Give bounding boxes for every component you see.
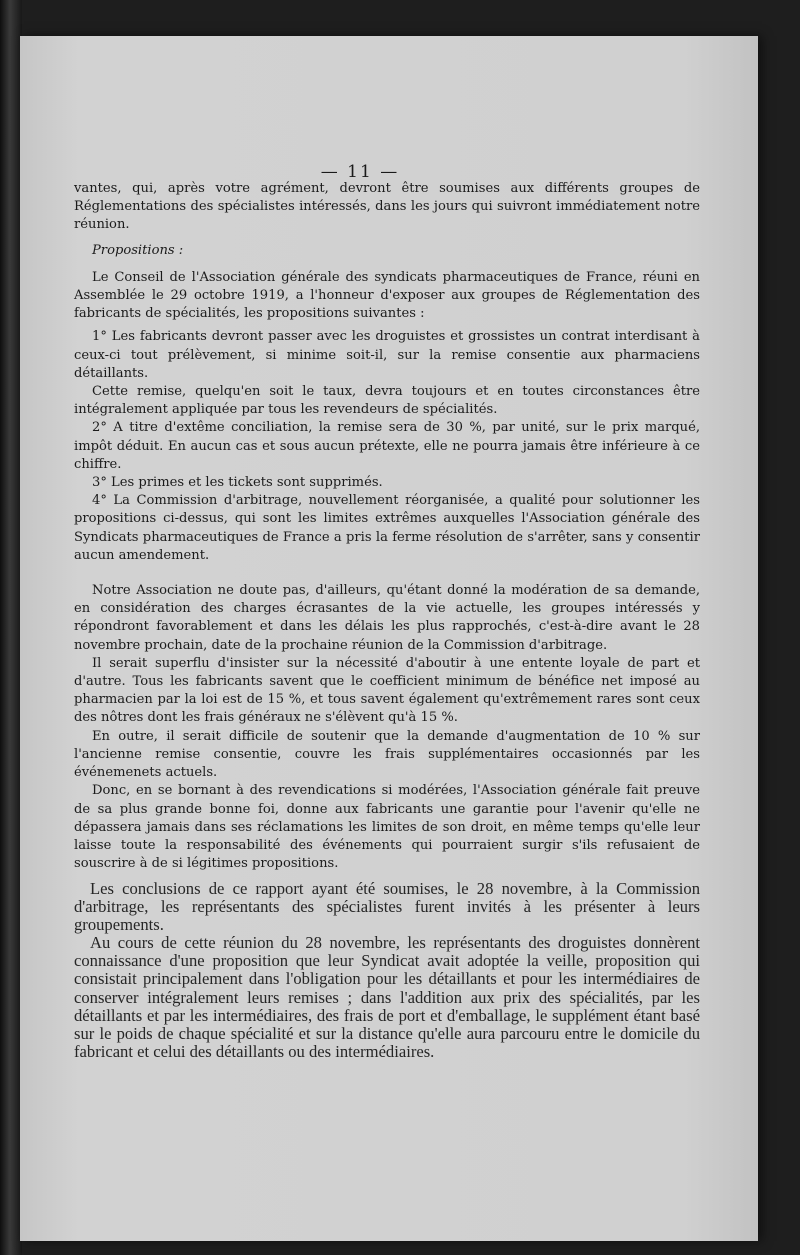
book-spine	[0, 0, 22, 1255]
argument-paragraph-4: Donc, en se bornant à des revendications si modérées, l'Association générale fait preuve de sa plus grande bonne foi, donne aux fabricants une garantie pour l'avenir qu'elle ne dépassera jamais dans ses réclamations les limites de son droit, en même temps qu'elle leur laisse toute la responsabilité des événements qui pourraient surgir s'ils refusaient de souscrire à de si légitimes propositions.	[74, 783, 700, 872]
conclusion-paragraph-1: Les conclusions de ce rapport ayant été soumises, le 28 novembre, à la Commission d'arbitrage, les représentants des spécialistes furent invités à les présenter à leurs groupements.	[74, 879, 700, 935]
argument-paragraph-3: En outre, il serait difficile de soutenir que la demande d'augmentation de 10 % sur l'ancienne remise consentie, couvre les frais supplémentaires occasionnés par les événemenets actuels.	[74, 728, 700, 781]
proposition-item-1-note: Cette remise, quelqu'en soit le taux, devra toujours et en toutes circonstances être intégralement appliquée par tous les revendeurs de spécialités.	[74, 384, 700, 418]
propositions-lead: Le Conseil de l'Association générale des syndicats pharmaceutiques de France, réuni en Assemblée le 29 octobre 1919, a l'honneur d'exposer aux groupes de Réglementation des fabricants de spécialités, les propositions suivantes :	[74, 269, 700, 322]
propositions-heading: Propositions :	[92, 242, 184, 258]
proposition-item-2: 2° A titre d'extême conciliation, la remise sera de 30 %, par unité, sur le prix marqué, impôt déduit. En aucun cas et sous aucun prétexte, elle ne pourra jamais être inférieure à ce chiffre.	[74, 420, 700, 472]
conclusion-body	[74, 880, 700, 1061]
proposition-item-4: 4° La Commission d'arbitrage, nouvellement réorganisée, a qualité pour solutionner les propositions ci-dessus, qui sont les limites extrêmes auxquelles l'Association générale des Syndicats pharmaceutiques de France a pris la ferme résolution de s'arrêter, sans y consentir aucun amendement.	[74, 493, 700, 563]
conclusion-paragraph-2: Au cours de cette réunion du 28 novembre, les représentants des droguistes donnèrent connaissance d'une proposition que leur Syndicat avait adoptée la veille, proposition qui consistait principalement dans l'obligation pour les détaillants et pour les intermédiaires de conserver intégralement leurs remises ; dans l'addition aux prix des spécialités, par les détaillants et par les intermédiaires, des frais de port et d'emballage, le supplément étant basé sur le poids de chaque spécialité et sur la distance qu'elle aura parcouru entre le domicile du fabricant et celui des détaillants ou des intermédiaires.	[74, 933, 700, 1061]
proposition-item-1: 1° Les fabricants devront passer avec les droguistes et grossistes un contrat interdisant à ceux-ci tout prélèvement, si minime soit-il, sur la remise consentie aux pharmaciens détaillants.	[74, 329, 700, 381]
document-page	[20, 36, 758, 1241]
page-number: — 11 —	[320, 162, 400, 182]
argument-paragraph-1: Notre Association ne doute pas, d'ailleurs, qu'étant donné la modération de sa demande, en considération des charges écrasantes de la vie actuelle, les groupes intéressés y répondront favorablement et dans les délais les plus rapprochés, c'est-à-dire avant le 28 novembre prochain, date de la prochaine réunion de la Commission d'arbitrage.	[74, 583, 700, 653]
report-body	[74, 180, 700, 873]
argument-paragraph-2: Il serait superflu d'insister sur la nécessité d'aboutir à une entente loyale de part et d'autre. Tous les fabricants savent que le coefficient minimum de bénéfice net imposé au pharmacien par la loi est de 15 %, et tous savent également qu'extrêmement rares sont ceux des nôtres dont les frais généraux ne s'élèvent qu'à 15 %.	[74, 655, 700, 726]
proposition-item-3: 3° Les primes et les tickets sont supprimés.	[92, 475, 383, 491]
intro-paragraph: vantes, qui, après votre agrément, devront être soumises aux différents groupes de Réglementations des spécialistes intéressés, dans les jours qui suivront immédiatement notre réunion.	[74, 181, 700, 233]
